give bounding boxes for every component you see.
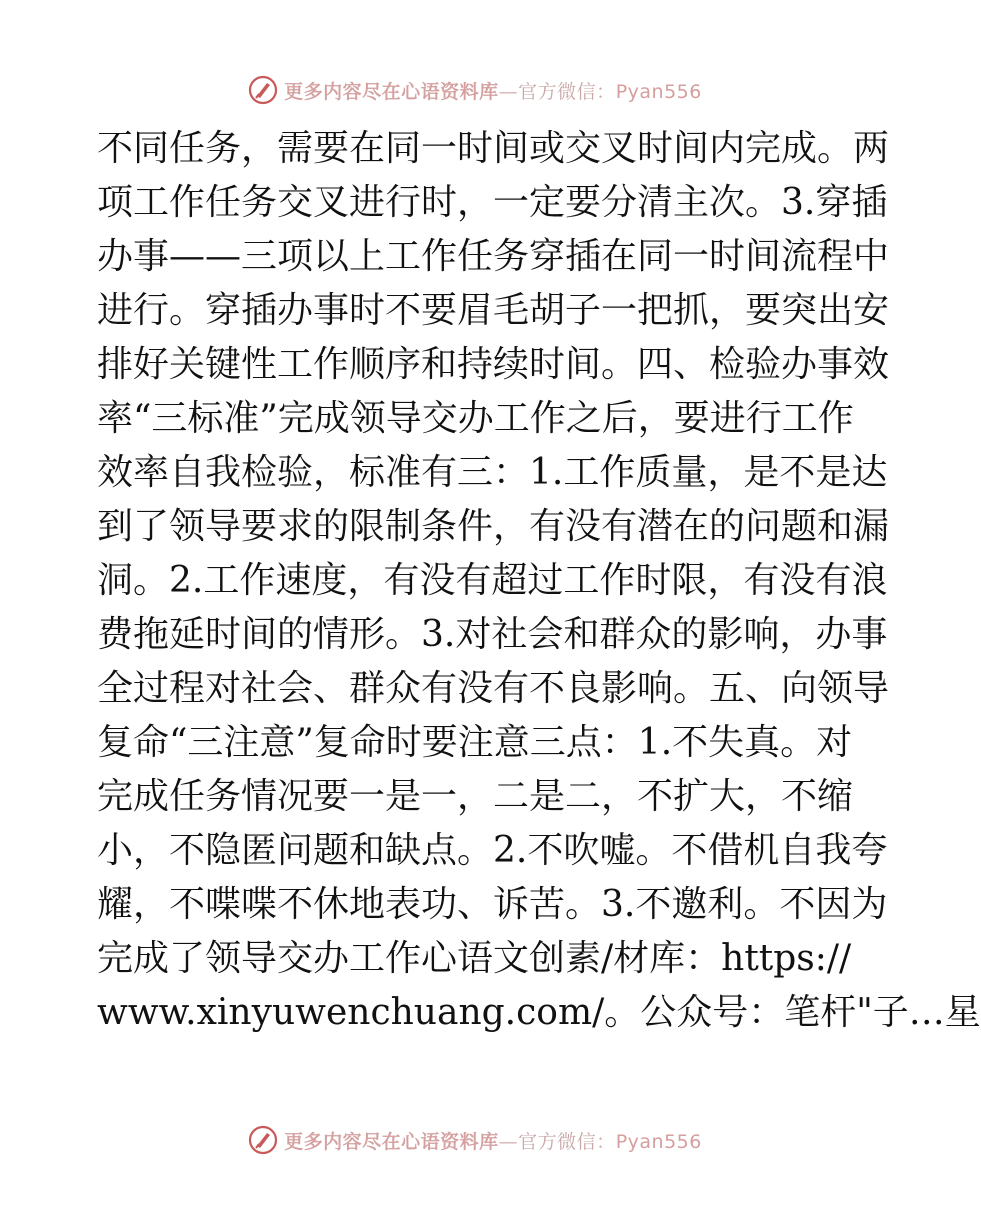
banner-wechat-label: 官方微信： — [518, 80, 616, 103]
banner-text — [284, 77, 702, 104]
text-line: 完成了领导交办工作心语文创素/材库：https:// — [97, 938, 852, 979]
text-line: 率“三标准”完成领导交办工作之后，要进行工作 — [97, 398, 854, 439]
banner-separator: — — [498, 80, 519, 103]
banner-text — [284, 1127, 702, 1154]
text-line: 小，不隐匿问题和缺点。2.不吹嘘。不借机自我夸 — [97, 830, 888, 871]
text-line: 完成任务情况要一是一，二是二，不扩大，不缩 — [97, 776, 854, 817]
banner-main-text: 更多内容尽在心语资料库 — [284, 80, 499, 103]
banner-separator: — — [498, 1130, 519, 1153]
text-line: 到了领导要求的限制条件，有没有潜在的问题和漏 — [97, 506, 890, 547]
text-line: 耀，不喋喋不休地表功、诉苦。3.不邀利。不因为 — [97, 884, 888, 925]
banner-wechat-label: 官方微信： — [518, 1130, 616, 1153]
quill-logo-icon — [248, 1125, 278, 1155]
text-line: 不同任务，需要在同一时间或交叉时间内完成。两 — [97, 128, 890, 169]
banner-main-text: 更多内容尽在心语资料库 — [284, 1130, 499, 1153]
text-line: www.xinyuwenchuang.com/。公众号：笔杆"子…星 — [97, 992, 981, 1033]
banner-wechat-id: Pyan556 — [615, 1130, 702, 1153]
text-line: 排好关键性工作顺序和持续时间。四、检验办事效 — [97, 344, 890, 385]
text-line: 办事——三项以上工作任务穿插在同一时间流程中 — [97, 236, 890, 277]
text-line: 洞。2.工作速度，有没有超过工作时限，有没有浪 — [97, 560, 888, 601]
body-text — [97, 122, 981, 1040]
text-line: 效率自我检验，标准有三：1.工作质量，是不是达 — [97, 452, 888, 493]
text-line: 进行。穿插办事时不要眉毛胡子一把抓，要突出安 — [97, 290, 890, 331]
footer-banner — [0, 1120, 950, 1160]
text-line: 费拖延时间的情形。3.对社会和群众的影响，办事 — [97, 614, 888, 655]
header-banner — [0, 70, 950, 110]
banner-wechat-id: Pyan556 — [615, 80, 702, 103]
text-line: 复命“三注意”复命时要注意三点：1.不失真。对 — [97, 722, 853, 763]
text-line: 全过程对社会、群众有没有不良影响。五、向领导 — [97, 668, 890, 709]
text-line: 项工作任务交叉进行时，一定要分清主次。3.穿插 — [97, 182, 888, 223]
quill-logo-icon — [248, 75, 278, 105]
